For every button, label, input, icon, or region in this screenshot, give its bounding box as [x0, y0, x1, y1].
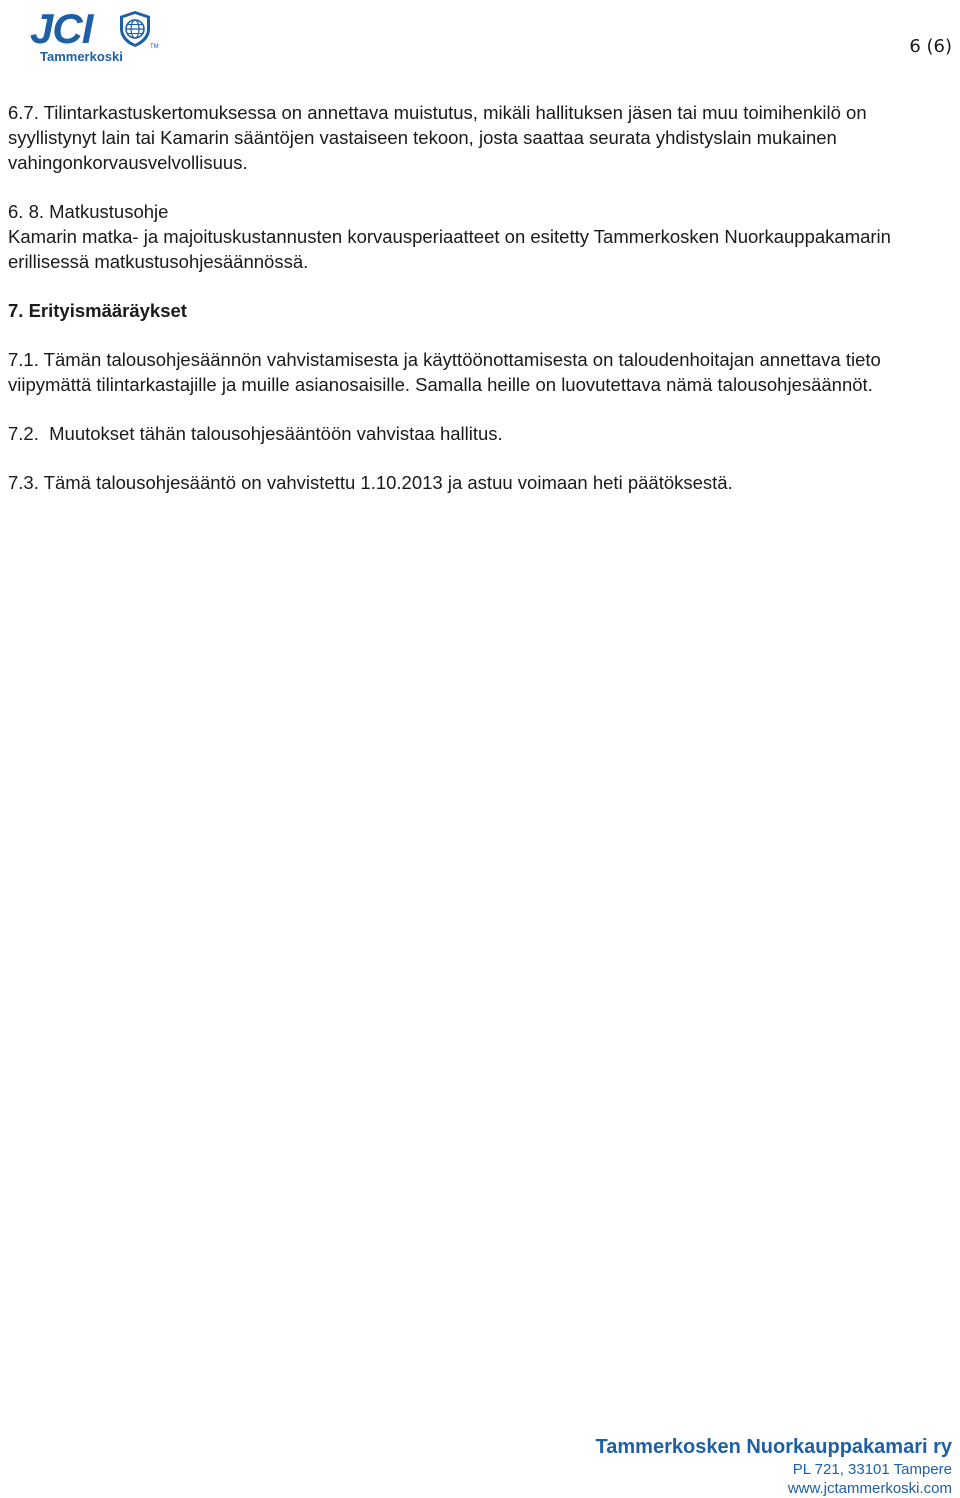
footer-org-name: Tammerkosken Nuorkauppakamari ry [595, 1436, 952, 1458]
paragraph-7-2: 7.2. Muutokset tähän talousohjesääntöön vahvistaa hallitus. [8, 423, 503, 444]
section-6-8-text: Kamarin matka- ja majoituskustannusten korvausperiaatteet on esitetty Tammerkosken Nuorkauppakamarin erillisessä matkustusohjesäännössä. [8, 226, 891, 272]
footer-address: PL 721, 33101 Tampere [792, 1461, 952, 1478]
footer-website-link[interactable]: www.jctammerkoski.com [787, 1480, 952, 1497]
document-body [8, 100, 948, 519]
paragraph-7-3: 7.3. Tämä talousohjesääntö on vahvistettu 1.10.2013 ja astuu voimaan heti päätöksestä. [8, 472, 733, 493]
page-number: 6 (6) [909, 36, 952, 57]
paragraph-7-1: 7.1. Tämän talousohjesäännön vahvistamisesta ja käyttöönottamisesta on taloudenhoitajan annettava tieto viipymättä tilintarkastajille ja muille asianosaisille. Samalla heille on luovutettava nämä talousohjesäännöt. [8, 349, 881, 395]
shield-globe-icon [118, 10, 152, 48]
heading-7: 7. Erityismääräykset [8, 300, 187, 321]
section-6-8-title: 6. 8. Matkustusohje [8, 201, 169, 222]
logo-chapter: Tammerkoski [40, 49, 123, 64]
jci-tammerkoski-logo [30, 5, 165, 64]
section-6-8 [8, 199, 948, 274]
paragraph-6-7: 6.7. Tilintarkastuskertomuksessa on annettava muistutus, mikäli hallituksen jäsen tai muu toimihenkilö on syyllistynyt lain tai Kamarin sääntöjen vastaiseen tekoon, josta saattaa seurata yhdistyslain mukainen vahingonkorvausvelvollisuus. [8, 102, 867, 173]
logo-trademark: TM [150, 44, 159, 50]
logo-brand: JCI [30, 5, 93, 52]
footer [596, 1434, 952, 1498]
